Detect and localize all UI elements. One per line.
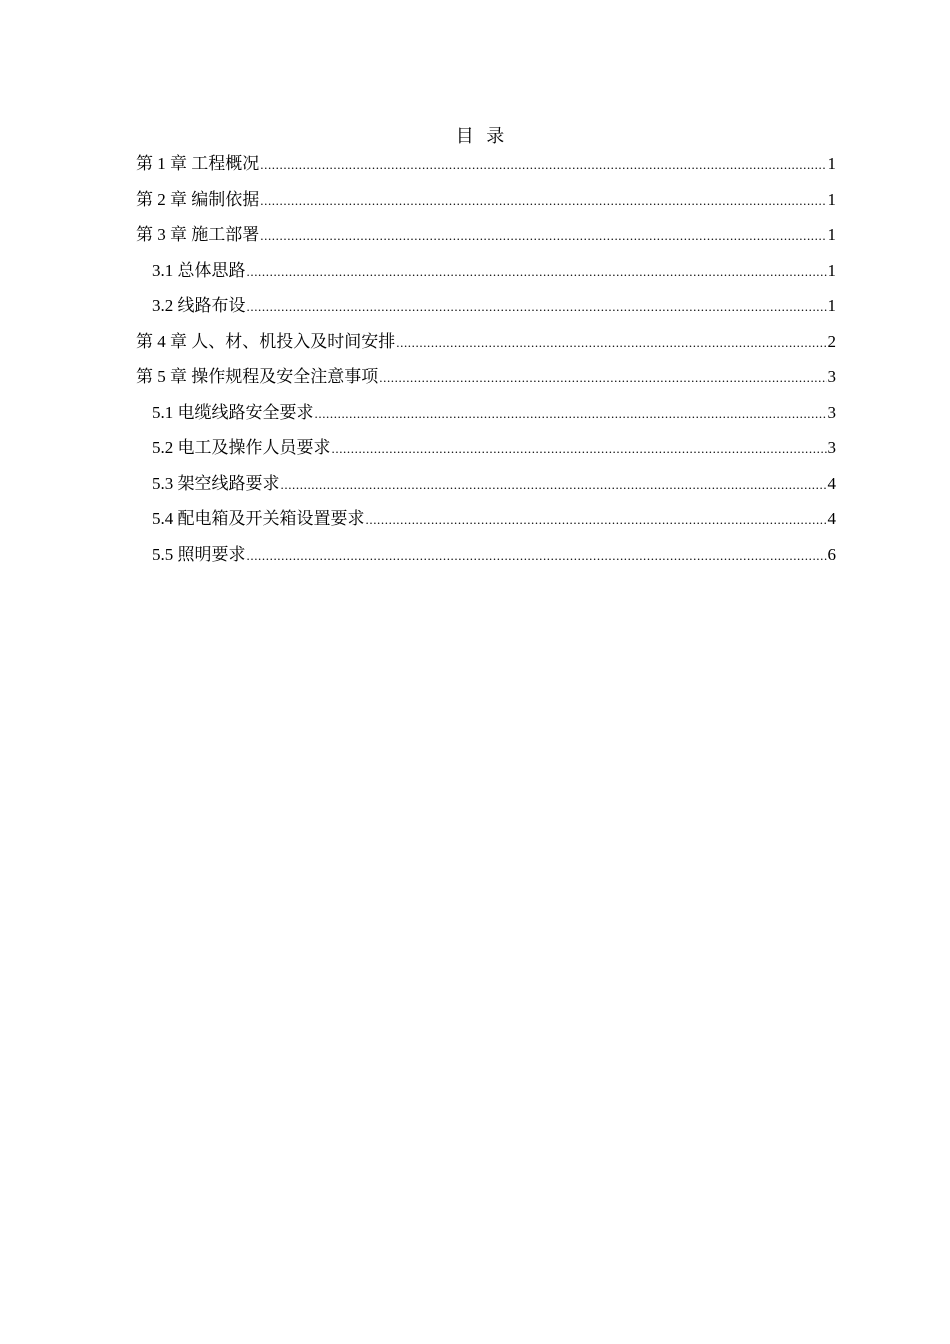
toc-entry[interactable]	[136, 359, 836, 395]
toc-entry-page-number: 4	[827, 473, 836, 493]
toc-entry-label: 3.2 线路布设	[152, 296, 246, 315]
toc-entry-label: 5.3 架空线路要求	[152, 473, 280, 493]
toc-entry-page-number: 1	[827, 154, 836, 173]
toc-title: 目 录	[455, 126, 509, 146]
toc-entry[interactable]	[136, 182, 836, 218]
toc-dot-leader	[332, 431, 827, 467]
toc-dot-leader	[247, 289, 827, 325]
toc-dot-leader	[366, 502, 827, 538]
toc-entry-label: 第 5 章 操作规程及安全注意事项	[136, 367, 379, 386]
toc-entry-page-number: 1	[827, 225, 836, 244]
toc-dot-leader	[396, 325, 826, 361]
toc-entry-page-number: 2	[827, 331, 836, 351]
toc-entry-label: 第 1 章 工程概况	[136, 154, 260, 173]
toc-dot-leader	[315, 396, 827, 432]
toc-dot-leader	[281, 467, 827, 503]
toc-entry-label: 5.1 电缆线路安全要求	[152, 402, 314, 422]
toc-dot-leader	[379, 360, 826, 396]
toc-entry-label: 第 4 章 人、材、机投入及时间安排	[136, 331, 396, 351]
toc-dot-leader	[260, 183, 826, 219]
toc-entry[interactable]	[136, 466, 836, 502]
toc-entry-page-number: 6	[827, 544, 836, 564]
toc-dot-leader	[260, 147, 826, 183]
toc-entry[interactable]	[136, 501, 836, 537]
toc-entry-label: 3.1 总体思路	[152, 260, 246, 280]
toc-entry[interactable]	[136, 395, 836, 431]
toc-entry-label: 5.5 照明要求	[152, 544, 246, 564]
toc-entry[interactable]	[136, 146, 836, 182]
toc-entry-label: 第 3 章 施工部署	[136, 225, 260, 244]
toc-entry[interactable]	[136, 288, 836, 324]
toc-entry[interactable]	[136, 253, 836, 289]
toc-entry-label: 5.4 配电箱及开关箱设置要求	[152, 509, 365, 528]
toc-entry[interactable]	[136, 537, 836, 573]
toc-entry-page-number: 3	[827, 367, 836, 386]
toc-entry-page-number: 3	[827, 438, 836, 457]
toc-entry-page-number: 3	[827, 402, 836, 422]
toc-entry[interactable]	[136, 324, 836, 360]
toc-list	[136, 146, 836, 572]
toc-entry-page-number: 1	[827, 296, 836, 315]
toc-entry-page-number: 1	[827, 260, 836, 280]
toc-entry-page-number: 1	[827, 189, 836, 209]
toc-entry[interactable]	[136, 217, 836, 253]
toc-dot-leader	[260, 218, 826, 254]
toc-entry-page-number: 4	[827, 509, 836, 528]
toc-entry[interactable]	[136, 430, 836, 466]
toc-dot-leader	[247, 254, 827, 290]
toc-entry-label: 5.2 电工及操作人员要求	[152, 438, 331, 457]
toc-dot-leader	[247, 538, 827, 574]
toc-entry-label: 第 2 章 编制依据	[136, 189, 260, 209]
